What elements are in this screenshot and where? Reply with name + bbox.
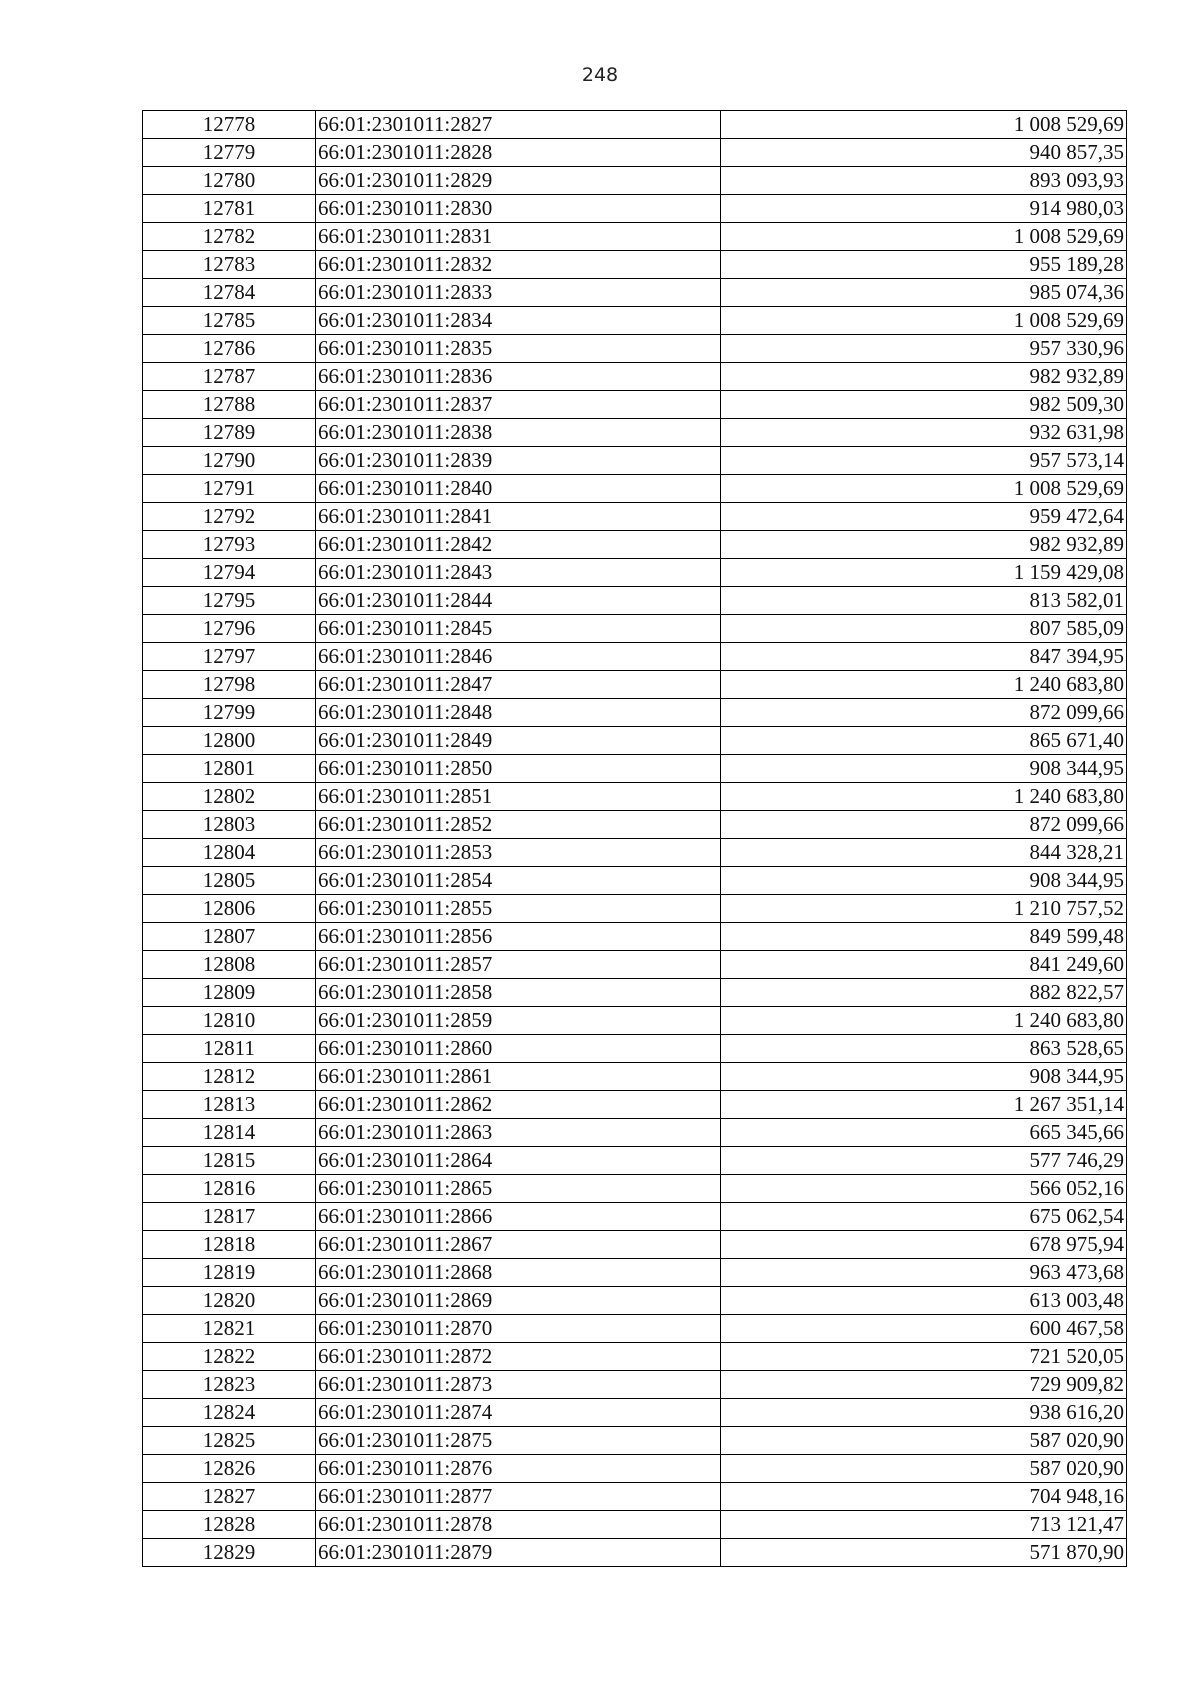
cadastral-value-cell: 882 822,57 — [721, 979, 1127, 1007]
cadastral-value-cell: 908 344,95 — [721, 1063, 1127, 1091]
cadastral-number-cell: 66:01:2301011:2848 — [316, 699, 721, 727]
cadastral-value-cell: 940 857,35 — [721, 139, 1127, 167]
table-row — [143, 1175, 1127, 1203]
cadastral-number-cell: 66:01:2301011:2828 — [316, 139, 721, 167]
cadastral-value-cell: 813 582,01 — [721, 587, 1127, 615]
cadastral-number-cell: 66:01:2301011:2865 — [316, 1175, 721, 1203]
cadastral-number-cell: 66:01:2301011:2867 — [316, 1231, 721, 1259]
cadastral-value-cell: 932 631,98 — [721, 419, 1127, 447]
cadastral-value-cell: 1 159 429,08 — [721, 559, 1127, 587]
cadastral-number-cell: 66:01:2301011:2827 — [316, 111, 721, 139]
row-number-cell: 12785 — [143, 307, 316, 335]
cadastral-number-cell: 66:01:2301011:2864 — [316, 1147, 721, 1175]
table-row — [143, 335, 1127, 363]
table-row — [143, 699, 1127, 727]
row-number-cell: 12822 — [143, 1343, 316, 1371]
row-number-cell: 12790 — [143, 447, 316, 475]
cadastral-number-cell: 66:01:2301011:2835 — [316, 335, 721, 363]
row-number-cell: 12791 — [143, 475, 316, 503]
table-row — [143, 1091, 1127, 1119]
cadastral-value-cell: 985 074,36 — [721, 279, 1127, 307]
cadastral-value-cell: 713 121,47 — [721, 1511, 1127, 1539]
row-number-cell: 12826 — [143, 1455, 316, 1483]
cadastral-number-cell: 66:01:2301011:2831 — [316, 223, 721, 251]
table-row — [143, 419, 1127, 447]
row-number-cell: 12824 — [143, 1399, 316, 1427]
table-row — [143, 1035, 1127, 1063]
cadastral-number-cell: 66:01:2301011:2858 — [316, 979, 721, 1007]
cadastral-number-cell: 66:01:2301011:2863 — [316, 1119, 721, 1147]
row-number-cell: 12817 — [143, 1203, 316, 1231]
cadastral-value-table — [142, 110, 1127, 1567]
row-number-cell: 12823 — [143, 1371, 316, 1399]
cadastral-value-cell: 849 599,48 — [721, 923, 1127, 951]
cadastral-value-cell: 957 330,96 — [721, 335, 1127, 363]
cadastral-number-cell: 66:01:2301011:2849 — [316, 727, 721, 755]
table-row — [143, 727, 1127, 755]
table-row — [143, 643, 1127, 671]
cadastral-value-cell: 1 008 529,69 — [721, 111, 1127, 139]
cadastral-number-cell: 66:01:2301011:2851 — [316, 783, 721, 811]
cadastral-value-cell: 955 189,28 — [721, 251, 1127, 279]
cadastral-value-cell: 865 671,40 — [721, 727, 1127, 755]
table-row — [143, 811, 1127, 839]
row-number-cell: 12797 — [143, 643, 316, 671]
row-number-cell: 12811 — [143, 1035, 316, 1063]
row-number-cell: 12778 — [143, 111, 316, 139]
table-row — [143, 979, 1127, 1007]
cadastral-number-cell: 66:01:2301011:2875 — [316, 1427, 721, 1455]
table-row — [143, 167, 1127, 195]
cadastral-value-cell: 1 008 529,69 — [721, 223, 1127, 251]
table-row — [143, 1315, 1127, 1343]
table-row — [143, 1427, 1127, 1455]
table-row — [143, 1483, 1127, 1511]
row-number-cell: 12793 — [143, 531, 316, 559]
cadastral-number-cell: 66:01:2301011:2830 — [316, 195, 721, 223]
table-row — [143, 195, 1127, 223]
cadastral-value-cell: 938 616,20 — [721, 1399, 1127, 1427]
row-number-cell: 12814 — [143, 1119, 316, 1147]
cadastral-value-cell: 957 573,14 — [721, 447, 1127, 475]
table-row — [143, 1455, 1127, 1483]
cadastral-number-cell: 66:01:2301011:2874 — [316, 1399, 721, 1427]
cadastral-value-cell: 587 020,90 — [721, 1427, 1127, 1455]
cadastral-number-cell: 66:01:2301011:2845 — [316, 615, 721, 643]
cadastral-number-cell: 66:01:2301011:2868 — [316, 1259, 721, 1287]
cadastral-value-cell: 665 345,66 — [721, 1119, 1127, 1147]
cadastral-value-cell: 872 099,66 — [721, 699, 1127, 727]
cadastral-value-cell: 982 932,89 — [721, 363, 1127, 391]
cadastral-value-cell: 1 240 683,80 — [721, 671, 1127, 699]
cadastral-number-cell: 66:01:2301011:2829 — [316, 167, 721, 195]
table-row — [143, 559, 1127, 587]
row-number-cell: 12819 — [143, 1259, 316, 1287]
table-row — [143, 923, 1127, 951]
table-row — [143, 895, 1127, 923]
table-row — [143, 111, 1127, 139]
row-number-cell: 12779 — [143, 139, 316, 167]
table-row — [143, 1231, 1127, 1259]
table-row — [143, 1119, 1127, 1147]
cadastral-number-cell: 66:01:2301011:2840 — [316, 475, 721, 503]
cadastral-value-cell: 577 746,29 — [721, 1147, 1127, 1175]
table-body — [143, 111, 1127, 1567]
cadastral-number-cell: 66:01:2301011:2855 — [316, 895, 721, 923]
row-number-cell: 12813 — [143, 1091, 316, 1119]
row-number-cell: 12781 — [143, 195, 316, 223]
cadastral-value-cell: 844 328,21 — [721, 839, 1127, 867]
cadastral-number-cell: 66:01:2301011:2859 — [316, 1007, 721, 1035]
cadastral-number-cell: 66:01:2301011:2841 — [316, 503, 721, 531]
cadastral-number-cell: 66:01:2301011:2879 — [316, 1539, 721, 1567]
cadastral-number-cell: 66:01:2301011:2839 — [316, 447, 721, 475]
row-number-cell: 12812 — [143, 1063, 316, 1091]
cadastral-number-cell: 66:01:2301011:2856 — [316, 923, 721, 951]
cadastral-value-cell: 914 980,03 — [721, 195, 1127, 223]
cadastral-number-cell: 66:01:2301011:2873 — [316, 1371, 721, 1399]
cadastral-value-cell: 721 520,05 — [721, 1343, 1127, 1371]
table-row — [143, 475, 1127, 503]
row-number-cell: 12800 — [143, 727, 316, 755]
cadastral-value-cell: 959 472,64 — [721, 503, 1127, 531]
row-number-cell: 12803 — [143, 811, 316, 839]
table-row — [143, 671, 1127, 699]
row-number-cell: 12807 — [143, 923, 316, 951]
row-number-cell: 12829 — [143, 1539, 316, 1567]
row-number-cell: 12789 — [143, 419, 316, 447]
row-number-cell: 12782 — [143, 223, 316, 251]
cadastral-value-cell: 1 240 683,80 — [721, 783, 1127, 811]
cadastral-value-cell: 678 975,94 — [721, 1231, 1127, 1259]
cadastral-value-cell: 613 003,48 — [721, 1287, 1127, 1315]
table-row — [143, 1147, 1127, 1175]
row-number-cell: 12828 — [143, 1511, 316, 1539]
cadastral-number-cell: 66:01:2301011:2847 — [316, 671, 721, 699]
cadastral-value-cell: 566 052,16 — [721, 1175, 1127, 1203]
cadastral-number-cell: 66:01:2301011:2877 — [316, 1483, 721, 1511]
cadastral-number-cell: 66:01:2301011:2870 — [316, 1315, 721, 1343]
cadastral-value-cell: 1 008 529,69 — [721, 475, 1127, 503]
table-row — [143, 1203, 1127, 1231]
cadastral-number-cell: 66:01:2301011:2857 — [316, 951, 721, 979]
cadastral-value-cell: 908 344,95 — [721, 867, 1127, 895]
cadastral-number-cell: 66:01:2301011:2862 — [316, 1091, 721, 1119]
cadastral-number-cell: 66:01:2301011:2846 — [316, 643, 721, 671]
page-number: 248 — [581, 64, 619, 86]
row-number-cell: 12792 — [143, 503, 316, 531]
table-row — [143, 447, 1127, 475]
cadastral-value-cell: 1 210 757,52 — [721, 895, 1127, 923]
table-row — [143, 615, 1127, 643]
table-row — [143, 1399, 1127, 1427]
table-row — [143, 307, 1127, 335]
table-row — [143, 587, 1127, 615]
cadastral-number-cell: 66:01:2301011:2833 — [316, 279, 721, 307]
row-number-cell: 12815 — [143, 1147, 316, 1175]
row-number-cell: 12788 — [143, 391, 316, 419]
table-row — [143, 279, 1127, 307]
table-row — [143, 1287, 1127, 1315]
row-number-cell: 12796 — [143, 615, 316, 643]
cadastral-number-cell: 66:01:2301011:2852 — [316, 811, 721, 839]
cadastral-value-cell: 704 948,16 — [721, 1483, 1127, 1511]
cadastral-value-cell: 1 008 529,69 — [721, 307, 1127, 335]
cadastral-number-cell: 66:01:2301011:2832 — [316, 251, 721, 279]
row-number-cell: 12806 — [143, 895, 316, 923]
cadastral-value-cell: 600 467,58 — [721, 1315, 1127, 1343]
row-number-cell: 12821 — [143, 1315, 316, 1343]
cadastral-number-cell: 66:01:2301011:2872 — [316, 1343, 721, 1371]
table-row — [143, 223, 1127, 251]
table-row — [143, 363, 1127, 391]
table-row — [143, 951, 1127, 979]
cadastral-number-cell: 66:01:2301011:2850 — [316, 755, 721, 783]
cadastral-value-cell: 841 249,60 — [721, 951, 1127, 979]
table-row — [143, 1511, 1127, 1539]
cadastral-value-cell: 963 473,68 — [721, 1259, 1127, 1287]
cadastral-value-cell: 1 267 351,14 — [721, 1091, 1127, 1119]
cadastral-value-cell: 872 099,66 — [721, 811, 1127, 839]
cadastral-value-cell: 675 062,54 — [721, 1203, 1127, 1231]
cadastral-number-cell: 66:01:2301011:2869 — [316, 1287, 721, 1315]
row-number-cell: 12804 — [143, 839, 316, 867]
table-row — [143, 867, 1127, 895]
cadastral-value-cell: 587 020,90 — [721, 1455, 1127, 1483]
cadastral-value-cell: 893 093,93 — [721, 167, 1127, 195]
row-number-cell: 12816 — [143, 1175, 316, 1203]
row-number-cell: 12809 — [143, 979, 316, 1007]
cadastral-value-cell: 847 394,95 — [721, 643, 1127, 671]
row-number-cell: 12783 — [143, 251, 316, 279]
cadastral-number-cell: 66:01:2301011:2836 — [316, 363, 721, 391]
cadastral-number-cell: 66:01:2301011:2843 — [316, 559, 721, 587]
cadastral-value-cell: 908 344,95 — [721, 755, 1127, 783]
cadastral-number-cell: 66:01:2301011:2861 — [316, 1063, 721, 1091]
cadastral-number-cell: 66:01:2301011:2854 — [316, 867, 721, 895]
row-number-cell: 12798 — [143, 671, 316, 699]
table-row — [143, 1259, 1127, 1287]
cadastral-value-cell: 982 509,30 — [721, 391, 1127, 419]
row-number-cell: 12784 — [143, 279, 316, 307]
table-row — [143, 251, 1127, 279]
row-number-cell: 12827 — [143, 1483, 316, 1511]
cadastral-value-cell: 729 909,82 — [721, 1371, 1127, 1399]
cadastral-number-cell: 66:01:2301011:2844 — [316, 587, 721, 615]
row-number-cell: 12780 — [143, 167, 316, 195]
cadastral-value-cell: 571 870,90 — [721, 1539, 1127, 1567]
cadastral-number-cell: 66:01:2301011:2878 — [316, 1511, 721, 1539]
row-number-cell: 12787 — [143, 363, 316, 391]
row-number-cell: 12799 — [143, 699, 316, 727]
row-number-cell: 12825 — [143, 1427, 316, 1455]
table-row — [143, 1371, 1127, 1399]
row-number-cell: 12818 — [143, 1231, 316, 1259]
table-row — [143, 1063, 1127, 1091]
table-row — [143, 391, 1127, 419]
table-row — [143, 139, 1127, 167]
row-number-cell: 12810 — [143, 1007, 316, 1035]
row-number-cell: 12794 — [143, 559, 316, 587]
row-number-cell: 12805 — [143, 867, 316, 895]
cadastral-number-cell: 66:01:2301011:2860 — [316, 1035, 721, 1063]
cadastral-value-cell: 863 528,65 — [721, 1035, 1127, 1063]
row-number-cell: 12808 — [143, 951, 316, 979]
table-row — [143, 783, 1127, 811]
cadastral-value-cell: 1 240 683,80 — [721, 1007, 1127, 1035]
table-row — [143, 755, 1127, 783]
cadastral-number-cell: 66:01:2301011:2837 — [316, 391, 721, 419]
cadastral-number-cell: 66:01:2301011:2834 — [316, 307, 721, 335]
row-number-cell: 12802 — [143, 783, 316, 811]
table-row — [143, 503, 1127, 531]
cadastral-number-cell: 66:01:2301011:2842 — [316, 531, 721, 559]
table-row — [143, 839, 1127, 867]
table-row — [143, 1007, 1127, 1035]
cadastral-value-cell: 807 585,09 — [721, 615, 1127, 643]
cadastral-value-cell: 982 932,89 — [721, 531, 1127, 559]
cadastral-number-cell: 66:01:2301011:2838 — [316, 419, 721, 447]
row-number-cell: 12795 — [143, 587, 316, 615]
cadastral-number-cell: 66:01:2301011:2853 — [316, 839, 721, 867]
row-number-cell: 12801 — [143, 755, 316, 783]
cadastral-number-cell: 66:01:2301011:2876 — [316, 1455, 721, 1483]
row-number-cell: 12820 — [143, 1287, 316, 1315]
table-row — [143, 1343, 1127, 1371]
row-number-cell: 12786 — [143, 335, 316, 363]
cadastral-number-cell: 66:01:2301011:2866 — [316, 1203, 721, 1231]
table-row — [143, 1539, 1127, 1567]
table-row — [143, 531, 1127, 559]
